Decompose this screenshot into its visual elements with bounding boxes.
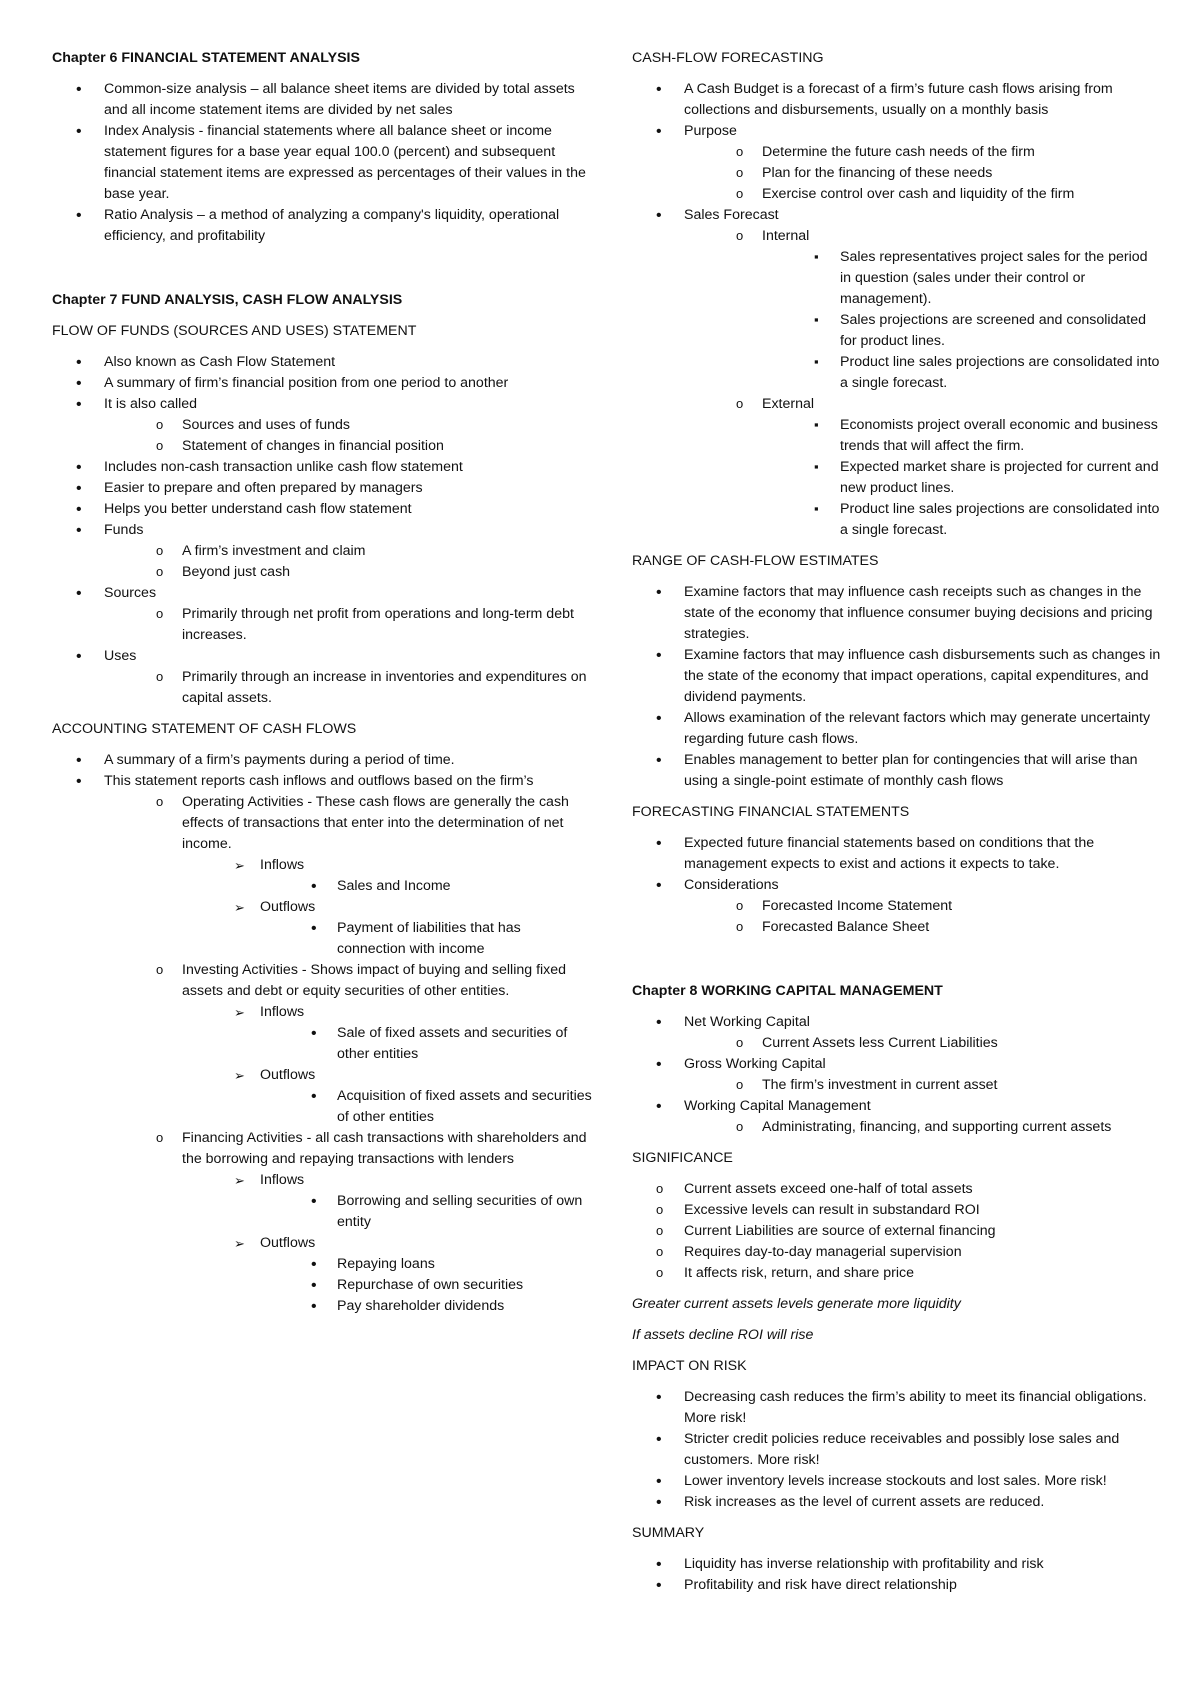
list-item: • Sources o Primarily through net profit from operations and long-term debt increases. bbox=[52, 583, 592, 646]
forecasting-statements-heading: FORECASTING FINANCIAL STATEMENTS bbox=[632, 804, 910, 820]
list-item: • A Cash Budget is a forecast of a firm’s future cash flows arising from collections and disbursements, usually on a monthly basis bbox=[632, 79, 1162, 121]
list-item: • Decreasing cash reduces the firm’s ability to meet its financial obligations. More risk! bbox=[632, 1387, 1162, 1429]
list-item: • Repurchase of own securities bbox=[311, 1275, 592, 1296]
summary-heading: SUMMARY bbox=[632, 1525, 705, 1541]
flow-of-funds-list bbox=[52, 352, 592, 709]
liquidity-note: Greater current assets levels generate more liquidity bbox=[632, 1296, 961, 1312]
list-item: o Forecasted Balance Sheet bbox=[736, 917, 1162, 938]
list-item: ▪ Product line sales projections are consolidated into a single forecast. bbox=[814, 352, 1162, 394]
list-item: ▪ Sales representatives project sales for the period in question (sales under their control or management). bbox=[814, 247, 1162, 310]
list-item: • Index Analysis - financial statements where all balance sheet or income statement figures for a base year equal 100.0 (percent) and subsequent financial statement items are expressed as percentages of their values in the base year. bbox=[52, 121, 592, 205]
list-item: o A firm’s investment and claim bbox=[156, 541, 592, 562]
list-item: o Plan for the financing of these needs bbox=[736, 163, 1162, 184]
list-item: ▪ Product line sales projections are consolidated into a single forecast. bbox=[814, 499, 1162, 541]
summary-list bbox=[632, 1554, 1162, 1596]
list-item: ➢ Inflows • Borrowing and selling securities of own entity bbox=[234, 1170, 592, 1233]
right-column bbox=[632, 48, 1162, 1606]
list-item: ➢ Inflows • Sales and Income bbox=[234, 855, 592, 897]
list-item: ➢ Inflows • Sale of fixed assets and securities of other entities bbox=[234, 1002, 592, 1065]
list-item: • Net Working Capital o Current Assets less Current Liabilities bbox=[632, 1012, 1162, 1054]
list-item: o Primarily through an increase in inventories and expenditures on capital assets. bbox=[156, 667, 592, 709]
list-item: • Includes non-cash transaction unlike cash flow statement bbox=[52, 457, 592, 478]
list-item: ➢ Outflows • Payment of liabilities that has connection with income bbox=[234, 897, 592, 960]
list-item: • Pay shareholder dividends bbox=[311, 1296, 592, 1317]
list-item: • Expected future financial statements based on conditions that the management expects to exist and actions it expects to take. bbox=[632, 833, 1162, 875]
chapter-8-list bbox=[632, 1012, 1162, 1138]
list-item: o Sources and uses of funds bbox=[156, 415, 592, 436]
significance-list bbox=[632, 1179, 1162, 1284]
list-item: • Enables management to better plan for contingencies that will arise than using a single-point estimate of monthly cash flows bbox=[632, 750, 1162, 792]
list-item: o Investing Activities - Shows impact of buying and selling fixed assets and debt or equity securities of other entities. ➢ Inflows • Sale of fixed assets and securities of other entities ➢ Outflows • Acquisition of fixed assets and securities of other entities bbox=[156, 960, 592, 1128]
list-item: • Working Capital Management o Administrating, financing, and supporting current assets bbox=[632, 1096, 1162, 1138]
list-item: • A summary of firm’s financial position from one period to another bbox=[52, 373, 592, 394]
roi-note: If assets decline ROI will rise bbox=[632, 1327, 814, 1343]
list-item: ▪ Sales projections are screened and consolidated for product lines. bbox=[814, 310, 1162, 352]
left-column bbox=[52, 48, 592, 1327]
list-item: • Acquisition of fixed assets and securities of other entities bbox=[311, 1086, 592, 1128]
list-item: o Excessive levels can result in substandard ROI bbox=[632, 1200, 1162, 1221]
chapter-8-title: Chapter 8 WORKING CAPITAL MANAGEMENT bbox=[632, 983, 943, 999]
list-item: • Helps you better understand cash flow statement bbox=[52, 499, 592, 520]
list-item: o Operating Activities - These cash flows are generally the cash effects of transactions that enter into the determination of net income. ➢ Inflows • Sales and Income ➢ Outflows • Payment of liabilities that has connection with income bbox=[156, 792, 592, 960]
list-item: • Allows examination of the relevant factors which may generate uncertainty regarding future cash flows. bbox=[632, 708, 1162, 750]
list-item: • Payment of liabilities that has connection with income bbox=[311, 918, 592, 960]
chapter-6-title: Chapter 6 FINANCIAL STATEMENT ANALYSIS bbox=[52, 50, 360, 66]
range-heading: RANGE OF CASH-FLOW ESTIMATES bbox=[632, 553, 879, 569]
list-item: • Funds o A firm’s investment and claim o Beyond just cash bbox=[52, 520, 592, 583]
list-item: • Profitability and risk have direct relationship bbox=[632, 1575, 1162, 1596]
accounting-cash-flows-heading: ACCOUNTING STATEMENT OF CASH FLOWS bbox=[52, 721, 357, 737]
flow-of-funds-heading: FLOW OF FUNDS (SOURCES AND USES) STATEMENT bbox=[52, 323, 417, 339]
list-item: • Sales and Income bbox=[311, 876, 592, 897]
impact-on-risk-heading: IMPACT ON RISK bbox=[632, 1358, 747, 1374]
list-item: • Gross Working Capital o The firm’s investment in current asset bbox=[632, 1054, 1162, 1096]
list-item: o External ▪ Economists project overall economic and business trends that will affect the firm. ▪ Expected market share is projected for current and new product lines. ▪ Product line sales projections are consolidated into a single forecast. bbox=[736, 394, 1162, 541]
significance-heading: SIGNIFICANCE bbox=[632, 1150, 733, 1166]
cash-flow-forecasting-list bbox=[632, 79, 1162, 541]
list-item: ➢ Outflows • Repaying loans • Repurchase of own securities • Pay shareholder dividends bbox=[234, 1233, 592, 1317]
list-item: o Determine the future cash needs of the firm bbox=[736, 142, 1162, 163]
list-item: • Liquidity has inverse relationship with profitability and risk bbox=[632, 1554, 1162, 1575]
list-item: • Uses o Primarily through an increase in inventories and expenditures on capital assets. bbox=[52, 646, 592, 709]
list-item: o Requires day-to-day managerial supervision bbox=[632, 1242, 1162, 1263]
list-item: o Financing Activities - all cash transactions with shareholders and the borrowing and repaying transactions with lenders ➢ Inflows • Borrowing and selling securities of own entity ➢ Outflows • Repaying loans • Repurchase of own securities • Pay shareholder dividends bbox=[156, 1128, 592, 1317]
list-item: • Stricter credit policies reduce receivables and possibly lose sales and customers. More risk! bbox=[632, 1429, 1162, 1471]
chapter-6-list bbox=[52, 79, 592, 247]
list-item: • Examine factors that may influence cash receipts such as changes in the state of the economy that influence consumer buying decisions and pricing strategies. bbox=[632, 582, 1162, 645]
list-item: • Sale of fixed assets and securities of other entities bbox=[311, 1023, 592, 1065]
list-item: • A summary of a firm’s payments during a period of time. bbox=[52, 750, 592, 771]
accounting-cash-flows-list bbox=[52, 750, 592, 1317]
list-item: • Sales Forecast o Internal ▪ Sales representatives project sales for the period in question (sales under their control or management). ▪ Sales projections are screened and consolidated for product lines. ▪ Product line sales projections are consolidated into a single forecast. o External ▪ Economists project overall economic and business trends that will affect the firm. ▪ Expected market share is projected for current and new product lines. ▪ Product line sales projections are consolidated into a single forecast. bbox=[632, 205, 1162, 541]
list-item: • Examine factors that may influence cash disbursements such as changes in the state of the economy that impact operations, capital expenditures, and dividend payments. bbox=[632, 645, 1162, 708]
list-item: • Repaying loans bbox=[311, 1254, 592, 1275]
list-item: o Current Assets less Current Liabilities bbox=[736, 1033, 1162, 1054]
list-item: • Easier to prepare and often prepared by managers bbox=[52, 478, 592, 499]
cash-flow-forecasting-heading: CASH-FLOW FORECASTING bbox=[632, 50, 824, 66]
impact-on-risk-list bbox=[632, 1387, 1162, 1513]
list-item: o Forecasted Income Statement bbox=[736, 896, 1162, 917]
list-item: • This statement reports cash inflows and outflows based on the firm’s o Operating Activities - These cash flows are generally the cash effects of transactions that enter into the determination of net income. ➢ Inflows • Sales and Income ➢ Outflows • Payment of liabilities that has connection with income o Investing Activities - Shows impact of buying and selling fixed assets and debt or equity securities of other entities. ➢ Inflows • Sale of fixed assets and securities of other entities ➢ Outflows • Acquisition of fixed assets and securities of other entities o Financing Activities - all cash transactions with shareholders and the borrowing and repaying transactions with lenders ➢ Inflows • Borrowing and selling securities of own entity ➢ Outflows • Repaying loans • Repurchase of own securities • Pay shareholder dividends bbox=[52, 771, 592, 1317]
list-item: • Purpose o Determine the future cash needs of the firm o Plan for the financing of these needs o Exercise control over cash and liquidity of the firm bbox=[632, 121, 1162, 205]
list-item: o It affects risk, return, and share price bbox=[632, 1263, 1162, 1284]
list-item: o The firm’s investment in current asset bbox=[736, 1075, 1162, 1096]
list-item: o Primarily through net profit from operations and long-term debt increases. bbox=[156, 604, 592, 646]
list-item: ▪ Expected market share is projected for current and new product lines. bbox=[814, 457, 1162, 499]
list-item: • Considerations o Forecasted Income Statement o Forecasted Balance Sheet bbox=[632, 875, 1162, 938]
list-item: ▪ Economists project overall economic and business trends that will affect the firm. bbox=[814, 415, 1162, 457]
list-item: • Also known as Cash Flow Statement bbox=[52, 352, 592, 373]
list-item: o Beyond just cash bbox=[156, 562, 592, 583]
list-item: • Common-size analysis – all balance sheet items are divided by total assets and all income statement items are divided by net sales bbox=[52, 79, 592, 121]
list-item: o Internal ▪ Sales representatives project sales for the period in question (sales under their control or management). ▪ Sales projections are screened and consolidated for product lines. ▪ Product line sales projections are consolidated into a single forecast. bbox=[736, 226, 1162, 394]
range-list bbox=[632, 582, 1162, 792]
list-item: o Statement of changes in financial position bbox=[156, 436, 592, 457]
list-item: • Risk increases as the level of current assets are reduced. bbox=[632, 1492, 1162, 1513]
list-item: • It is also called o Sources and uses of funds o Statement of changes in financial position bbox=[52, 394, 592, 457]
list-item: • Ratio Analysis – a method of analyzing a company's liquidity, operational efficiency, and profitability bbox=[52, 205, 592, 247]
list-item: o Administrating, financing, and supporting current assets bbox=[736, 1117, 1162, 1138]
list-item: ➢ Outflows • Acquisition of fixed assets and securities of other entities bbox=[234, 1065, 592, 1128]
list-item: • Borrowing and selling securities of own entity bbox=[311, 1191, 592, 1233]
list-item: • Lower inventory levels increase stockouts and lost sales. More risk! bbox=[632, 1471, 1162, 1492]
list-item: o Exercise control over cash and liquidity of the firm bbox=[736, 184, 1162, 205]
forecasting-statements-list bbox=[632, 833, 1162, 938]
list-item: o Current Liabilities are source of external financing bbox=[632, 1221, 1162, 1242]
chapter-7-title: Chapter 7 FUND ANALYSIS, CASH FLOW ANALYSIS bbox=[52, 292, 403, 308]
list-item: o Current assets exceed one-half of total assets bbox=[632, 1179, 1162, 1200]
